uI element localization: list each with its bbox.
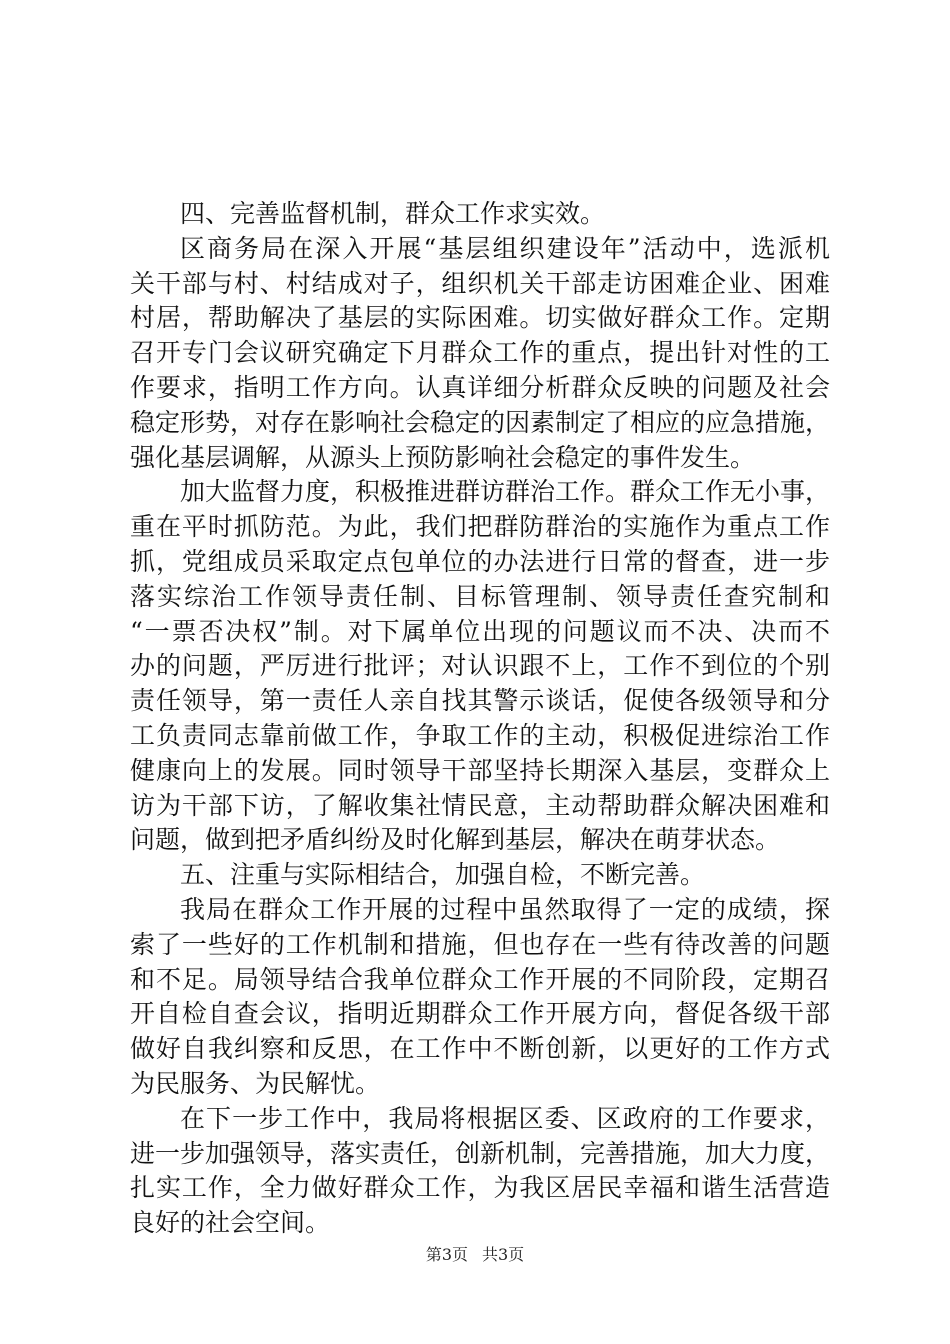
paragraph-line: 落实综治工作领导责任制、目标管理制、领导责任查究制和	[130, 581, 830, 611]
document-body	[130, 197, 830, 1241]
paragraph-line: 召开专门会议研究确定下月群众工作的重点，提出针对性的工	[130, 338, 830, 368]
section-heading: 四、完善监督机制，群众工作求实效。	[180, 199, 606, 228]
paragraph-line: 进一步加强领导，落实责任，创新机制，完善措施，加大力度，	[130, 1138, 830, 1168]
paragraph-line: 问题，做到把矛盾纠纷及时化解到基层，解决在萌芽状态。	[130, 825, 781, 855]
paragraph-line: 抓，党组成员采取定点包单位的办法进行日常的督查，进一步	[130, 546, 830, 576]
paragraph-line: 工负责同志靠前做工作，争取工作的主动，积极促进综治工作	[130, 720, 830, 750]
paragraph-line: 索了一些好的工作机制和措施，但也存在一些有待改善的问题	[130, 929, 830, 959]
paragraph-line: 办的问题，严厉进行批评；对认识跟不上，工作不到位的个别	[130, 651, 830, 681]
paragraph-line: 扎实工作，全力做好群众工作，为我区居民幸福和谐生活营造	[130, 1173, 830, 1203]
paragraph-line: 村居，帮助解决了基层的实际困难。切实做好群众工作。定期	[130, 303, 830, 333]
paragraph-line: 我局在群众工作开展的过程中虽然取得了一定的成绩，探	[180, 894, 830, 924]
paragraph-line: 强化基层调解，从源头上预防影响社会稳定的事件发生。	[130, 442, 756, 472]
paragraph-line: 责任领导，第一责任人亲自找其警示谈话，促使各级领导和分	[130, 686, 830, 716]
paragraph-line: 为民服务、为民解忧。	[130, 1068, 381, 1098]
paragraph-line: 做好自我纠察和反思，在工作中不断创新，以更好的工作方式	[130, 1034, 830, 1064]
page-footer	[0, 1245, 950, 1265]
paragraph-line: 访为干部下访，了解收集社情民意，主动帮助群众解决困难和	[130, 790, 830, 820]
section-heading: 五、注重与实际相结合，加强自检，不断完善。	[180, 860, 706, 890]
paragraph-line: 健康向上的发展。同时领导干部坚持长期深入基层，变群众上	[130, 755, 830, 785]
paragraph-line: 区商务局在深入开展“基层组织建设年”活动中，选派机	[180, 233, 830, 263]
paragraph-line: 良好的社会空间。	[130, 1208, 331, 1238]
paragraph-line: 加大监督力度，积极推进群访群治工作。群众工作无小事，	[180, 477, 830, 507]
paragraph-line: 和不足。局领导结合我单位群众工作开展的不同阶段，定期召	[130, 964, 830, 994]
page-total: 共3页	[482, 1245, 525, 1264]
paragraph-line: 作要求，指明工作方向。认真详细分析群众反映的问题及社会	[130, 372, 830, 402]
paragraph-line: 关干部与村、村结成对子，组织机关干部走访困难企业、困难	[130, 268, 830, 298]
paragraph-line: 重在平时抓防范。为此，我们把群防群治的实施作为重点工作	[130, 512, 830, 542]
paragraph-line: 开自检自查会议，指明近期群众工作开展方向，督促各级干部	[130, 999, 830, 1029]
paragraph-line: 在下一步工作中，我局将根据区委、区政府的工作要求，	[180, 1103, 830, 1133]
paragraph-line: “一票否决权”制。对下属单位出现的问题议而不决、决而不	[130, 616, 830, 646]
page-number: 第3页	[425, 1245, 468, 1264]
paragraph-line: 稳定形势，对存在影响社会稳定的因素制定了相应的应急措施，	[130, 407, 830, 437]
